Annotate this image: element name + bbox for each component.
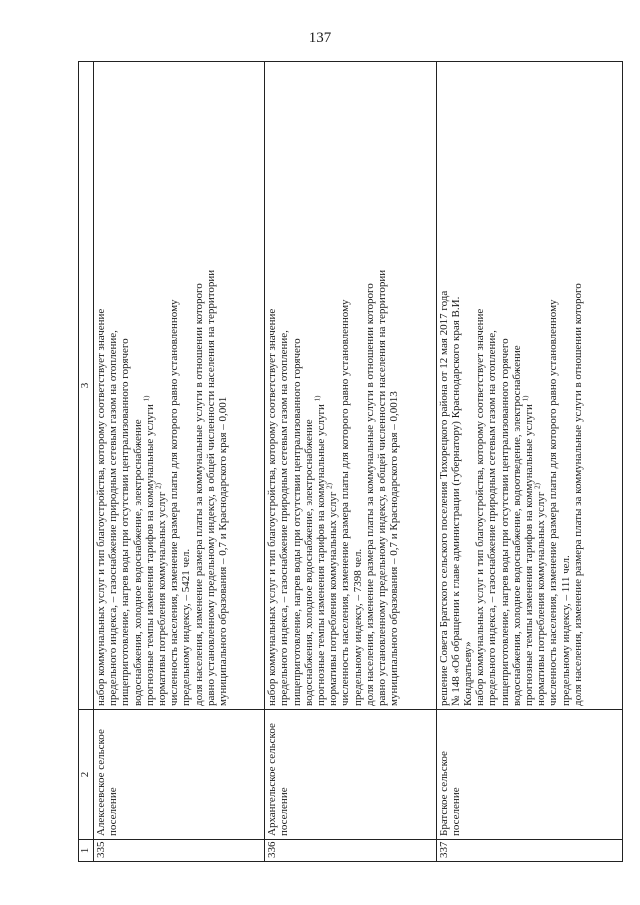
description-line: предельному индексу, – 5421 чел. xyxy=(180,548,193,706)
description-line: доля населения, изменение размера платы за коммунальные услуги в отношении которого xyxy=(363,283,376,706)
header-col-3: 3 xyxy=(79,62,94,710)
table-row xyxy=(94,62,265,862)
description-line: набор коммунальных услуг и тип благоустройства, которому соответствует значение xyxy=(266,308,279,706)
description-line: предельного индекса, – газоснабжение природным сетевым газом на отопление, xyxy=(107,330,120,706)
row-number: 335 xyxy=(94,840,265,862)
description-line: предельному индексу, – 111 чел. xyxy=(559,555,572,706)
description-line: равно установленному предельному индексу, в общей численности населения на территории xyxy=(204,269,217,706)
description-line: водоснабжения, холодное водоснабжение, электроснабжение xyxy=(131,419,144,706)
description-line: доля населения, изменение размера платы за коммунальные услуги в отношении которого xyxy=(192,283,205,706)
description-line: прогнозные темпы изменения тарифов на коммунальные услуги $^{1)}$ xyxy=(313,395,328,706)
description-line: численность населения, изменение размера платы для которого равно установленному xyxy=(168,299,181,706)
footnote-marker: 1) xyxy=(521,395,530,402)
description-line: численность населения, изменение размера платы для которого равно установленному xyxy=(339,299,352,706)
description-line: решение Совета Братского сельского поселения Тихорецкого района от 12 мая 2017 года xyxy=(437,290,450,706)
data-table xyxy=(78,61,623,862)
settlement-name: Архангельское сельское поселение xyxy=(265,710,436,840)
description-line: Кондратьеву» xyxy=(461,641,474,706)
description-line: набор коммунальных услуг и тип благоустройства, которому соответствует значение xyxy=(95,308,107,706)
header-col-1: 1 xyxy=(79,840,94,862)
description-line: водоснабжения, холодное водоснабжение, водоотведение, электроснабжение xyxy=(510,345,523,706)
header-col-2: 2 xyxy=(79,710,94,840)
description-line: предельному индексу, – 7398 чел. xyxy=(351,548,364,706)
description-line: прогнозные темпы изменения тарифов на коммунальные услуги $^{1)}$ xyxy=(521,395,535,706)
description-line: нормативы потребления коммунальных услуг $^{2)}$ xyxy=(533,483,548,706)
footnote-marker: 2) xyxy=(325,483,334,489)
description-line: доля населения, изменение размера платы за коммунальные услуги в отношении которого xyxy=(571,283,584,706)
footnote-marker: 1) xyxy=(142,395,151,402)
row-description xyxy=(436,62,623,710)
description-line: нормативы потребления коммунальных услуг $^{2)}$ xyxy=(154,483,169,706)
description-line: муниципального образования – 0,7 и Краснодарского края – 0,001 xyxy=(217,396,230,706)
row-number: 337 xyxy=(436,840,623,862)
settlement-name: Алексеевское сельское поселение xyxy=(94,710,265,840)
settlement-name: Братское сельское поселение xyxy=(436,710,623,840)
footnote-marker: 2) xyxy=(154,483,163,489)
table-row xyxy=(265,62,436,862)
description-line: равно установленному предельному индексу, в общей численности населения на территории xyxy=(376,269,389,706)
footnote-marker: 1) xyxy=(313,395,322,402)
row-description xyxy=(94,62,265,710)
description-line: пищеприготовление, нагрев воды при отсутствии централизованного горячего xyxy=(498,338,511,706)
description-line: № 148 «Об обращении к главе администрации (губернатору) Краснодарского края В.И. xyxy=(449,296,462,706)
description-line: прогнозные темпы изменения тарифов на коммунальные услуги $^{1)}$ xyxy=(142,395,156,706)
rotated-table-container xyxy=(78,62,623,862)
description-line: предельного индекса, – газоснабжение природным сетевым газом на отопление, xyxy=(486,330,499,706)
table-row xyxy=(436,62,623,862)
description-line: муниципального образования – 0,7 и Краснодарского края – 0,0013 xyxy=(388,391,401,706)
row-description xyxy=(265,62,436,710)
description-line: набор коммунальных услуг и тип благоустройства, которому соответствует значение xyxy=(474,308,487,706)
description-line: нормативы потребления коммунальных услуг $^{2)}$ xyxy=(325,483,340,706)
description-line: численность населения, изменение размера платы для которого равно установленному xyxy=(547,299,560,706)
description-line: водоснабжения, холодное водоснабжение, электроснабжение xyxy=(302,419,315,706)
footnote-marker: 2) xyxy=(533,483,542,489)
table-header-row xyxy=(79,62,94,862)
description-line: пищеприготовление, нагрев воды при отсутствии централизованного горячего xyxy=(119,338,132,706)
page-number: 137 xyxy=(308,30,332,46)
description-line: предельного индекса, – газоснабжение природным сетевым газом на отопление, xyxy=(278,330,291,706)
row-number: 336 xyxy=(265,840,436,862)
description-line: пищеприготовление, нагрев воды при отсутствии централизованного горячего xyxy=(290,338,303,706)
